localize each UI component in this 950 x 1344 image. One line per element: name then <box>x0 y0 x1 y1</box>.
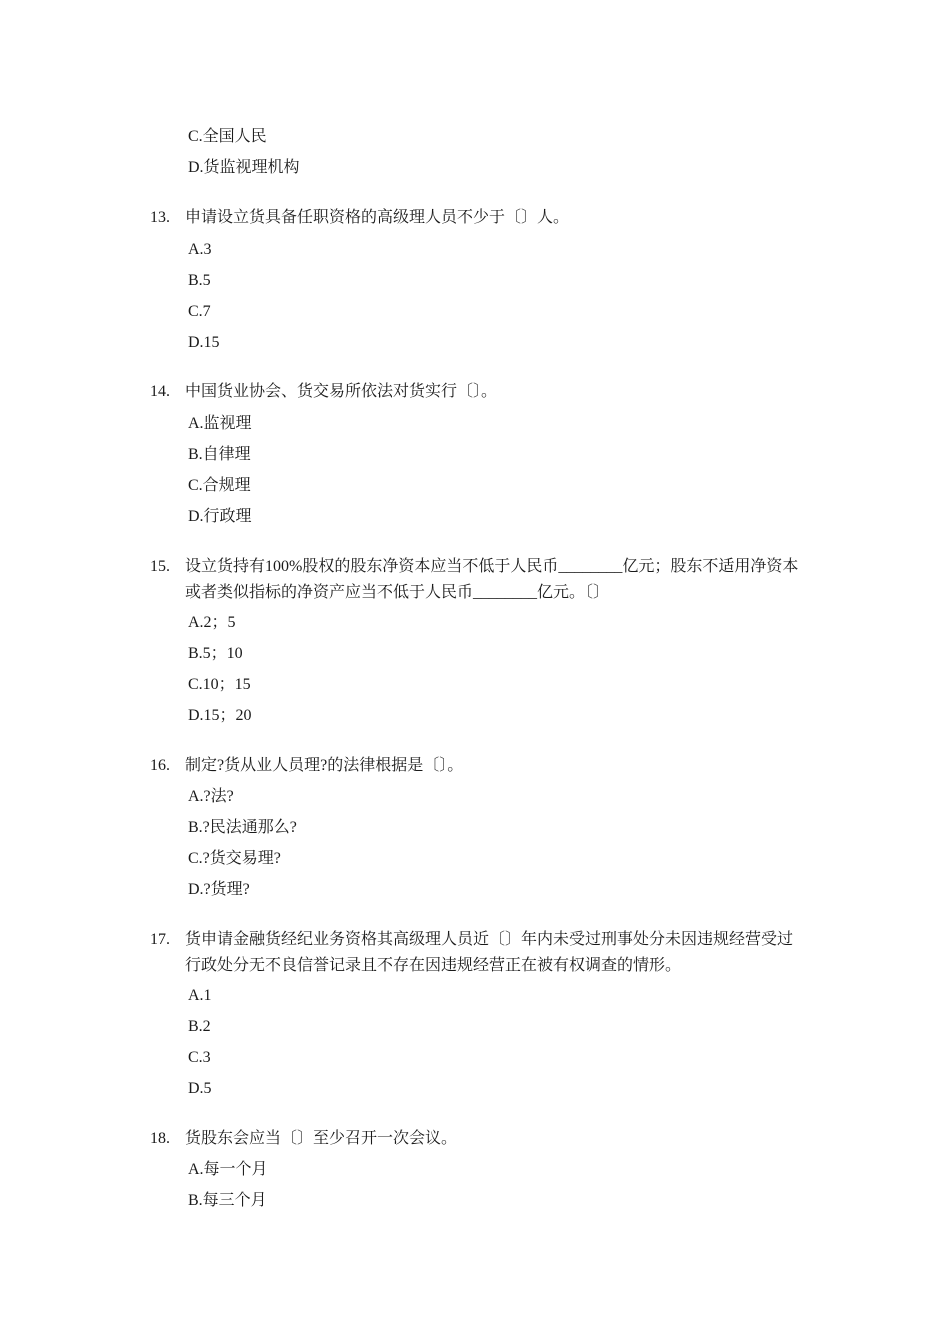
option-d: D.15 <box>188 334 220 351</box>
question-text: 中国货业协会、货交易所依法对货实行〔〕。 <box>185 383 498 400</box>
option-d: D.行政理 <box>188 508 252 525</box>
option-b: B.?民法通那么? <box>188 819 297 836</box>
question-number: 15. <box>150 558 170 575</box>
question-text: 制定?货从业人员理?的法律根据是〔〕。 <box>185 757 464 774</box>
option-c: C.3 <box>188 1049 211 1066</box>
option-b: B.5 <box>188 272 211 289</box>
option-d: D.5 <box>188 1080 212 1097</box>
option-c: C.10；15 <box>188 676 251 693</box>
option-b: B.2 <box>188 1018 211 1035</box>
option-a: A.?法? <box>188 788 234 805</box>
option-c: C.7 <box>188 303 211 320</box>
option-c: C.?货交易理? <box>188 850 281 867</box>
option-c: C.全国人民 <box>188 128 267 145</box>
option-d: D.货监视理机构 <box>188 159 300 176</box>
question-number: 17. <box>150 931 170 948</box>
option-a: A.1 <box>188 987 212 1004</box>
option-a: A.监视理 <box>188 415 252 432</box>
option-b: B.自律理 <box>188 446 251 463</box>
question-number: 16. <box>150 757 170 774</box>
question-number: 14. <box>150 383 170 400</box>
option-b: B.每三个月 <box>188 1192 267 1209</box>
question-text: 货股东会应当〔〕至少召开一次会议。 <box>185 1130 458 1147</box>
option-b: B.5；10 <box>188 645 243 662</box>
question-text: 设立货持有100%股权的股东净资本应当不低于人民币________亿元；股东不适用净资本或者类似指标的净资产应当不低于人民币________亿元。〔〕 <box>185 558 799 601</box>
option-a: A.3 <box>188 241 212 258</box>
option-d: D.?货理? <box>188 881 250 898</box>
option-d: D.15；20 <box>188 707 252 724</box>
question-text: 货申请金融货经纪业务资格其高级理人员近〔〕年内未受过刑事处分未因违规经营受过行政处分无不良信誉记录且不存在因违规经营正在被有权调查的情形。 <box>185 931 794 974</box>
option-a: A.2；5 <box>188 614 236 631</box>
question-number: 13. <box>150 209 170 226</box>
question-number: 18. <box>150 1130 170 1147</box>
question-text: 申请设立货具备任职资格的高级理人员不少于〔〕人。 <box>185 209 570 226</box>
option-a: A.每一个月 <box>188 1161 268 1178</box>
option-c: C.合规理 <box>188 477 251 494</box>
